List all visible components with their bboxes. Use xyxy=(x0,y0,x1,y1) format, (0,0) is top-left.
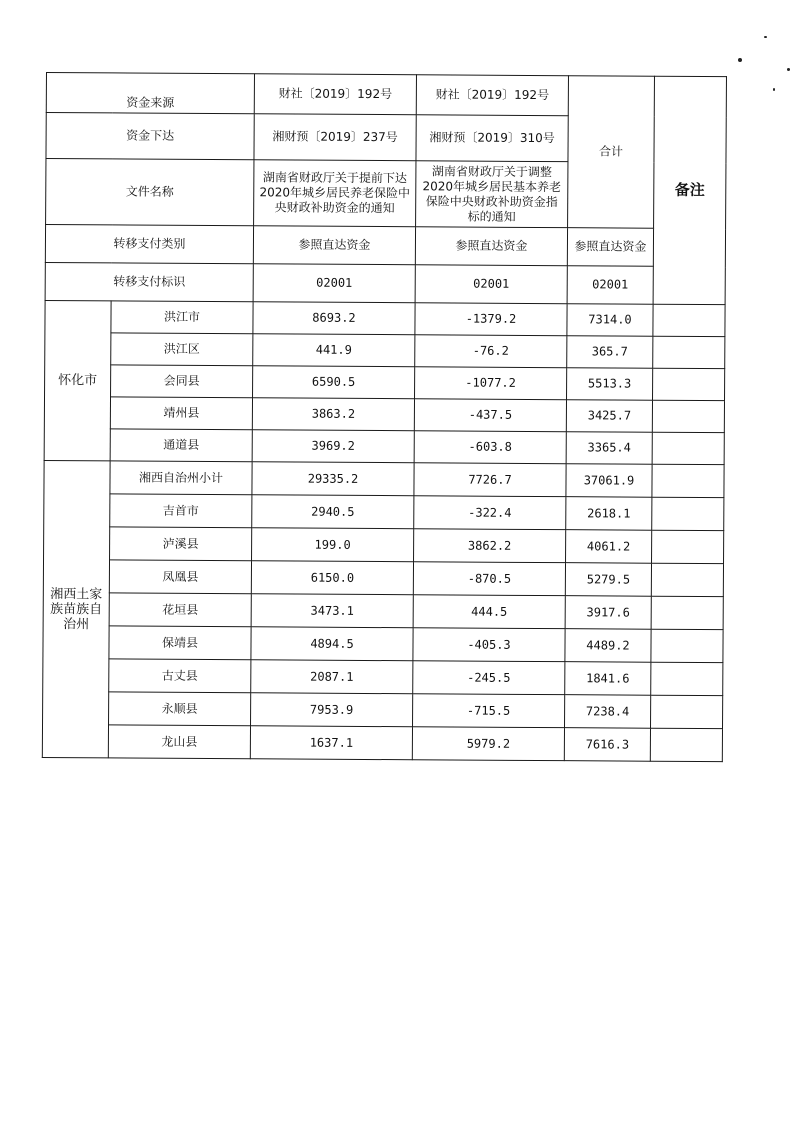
county-name: 湘西自治州小计 xyxy=(110,461,252,495)
table-row xyxy=(43,592,723,629)
total-value: 7314.0 xyxy=(567,304,653,337)
scan-speck xyxy=(787,68,790,71)
header-row-transfer-id xyxy=(45,262,725,304)
col1-value: 4894.5 xyxy=(251,627,413,661)
region-cell: 湘西土家族苗族自治州 xyxy=(42,460,110,757)
remark-cell xyxy=(651,596,723,629)
funds-table-sheet xyxy=(42,72,726,762)
table-row xyxy=(45,364,725,400)
transfer-type-label: 转移支付类别 xyxy=(45,225,253,264)
table-row xyxy=(43,625,723,662)
table-row xyxy=(45,300,725,336)
total-value: 7616.3 xyxy=(564,728,650,762)
col2-doc-title: 湖南省财政厅关于调整2020年城乡居民基本养老保险中央财政补助资金指标的通知 xyxy=(416,161,568,228)
county-name: 通道县 xyxy=(110,429,252,462)
col2-value: -76.2 xyxy=(415,335,567,368)
remark-cell xyxy=(653,336,725,368)
col1-value: 7953.9 xyxy=(251,693,413,727)
total-value: 4489.2 xyxy=(565,629,651,663)
scan-speck xyxy=(773,88,775,91)
county-name: 永顺县 xyxy=(109,692,251,726)
scan-speck xyxy=(738,58,742,62)
col2-value: 444.5 xyxy=(413,595,565,629)
remark-cell xyxy=(651,563,723,596)
header-row-source xyxy=(46,73,726,117)
issue-label: 资金下达 xyxy=(46,113,254,160)
col2-value: 7726.7 xyxy=(414,463,566,497)
total-value: 5279.5 xyxy=(565,563,651,597)
col2-value: -405.3 xyxy=(413,628,565,662)
col2-value: -1077.2 xyxy=(415,367,567,400)
total-transfer-type: 参照直达资金 xyxy=(567,228,653,267)
col1-doc-title: 湖南省财政厅关于提前下达2020年城乡居民养老保险中央财政补助资金的通知 xyxy=(254,160,416,227)
col2-value: -870.5 xyxy=(413,562,565,596)
col1-value: 8693.2 xyxy=(253,302,415,335)
col1-value: 6590.5 xyxy=(253,366,415,399)
total-value: 3425.7 xyxy=(566,400,652,433)
total-value: 3365.4 xyxy=(566,432,652,465)
county-name: 吉首市 xyxy=(110,494,252,528)
col1-source: 财社〔2019〕192号 xyxy=(254,74,416,115)
county-name: 花垣县 xyxy=(109,593,251,627)
county-name: 洪江区 xyxy=(111,333,253,366)
total-value: 2618.1 xyxy=(566,497,652,531)
col1-value: 3969.2 xyxy=(252,430,414,463)
col2-value: -715.5 xyxy=(413,694,565,728)
remarks-header: 备注 xyxy=(653,76,726,304)
remark-cell xyxy=(652,497,724,530)
col1-issue: 湘财预〔2019〕237号 xyxy=(254,114,416,161)
doc-name-label: 文件名称 xyxy=(46,159,254,226)
col1-value: 6150.0 xyxy=(251,561,413,595)
table-row xyxy=(44,460,724,497)
scan-speck xyxy=(764,36,767,38)
col2-value: -1379.2 xyxy=(415,303,567,336)
remark-cell xyxy=(651,695,723,728)
col1-value: 1637.1 xyxy=(250,726,412,760)
col2-source: 财社〔2019〕192号 xyxy=(416,75,568,116)
header-row-transfer-type xyxy=(45,225,725,267)
remark-cell xyxy=(652,432,724,464)
remark-cell xyxy=(652,464,724,497)
col1-transfer-id: 02001 xyxy=(253,264,415,303)
total-value: 1841.6 xyxy=(565,662,651,696)
col2-value: 5979.2 xyxy=(412,727,564,761)
table-row xyxy=(44,526,724,563)
col2-value: -437.5 xyxy=(414,399,566,432)
col1-value: 29335.2 xyxy=(252,462,414,496)
total-value: 37061.9 xyxy=(566,464,652,498)
county-name: 古丈县 xyxy=(109,659,251,693)
region-cell: 怀化市 xyxy=(44,300,111,460)
total-header: 合计 xyxy=(568,76,655,229)
col1-value: 3863.2 xyxy=(252,398,414,431)
table-row xyxy=(43,658,723,695)
table-row xyxy=(42,724,722,761)
col2-value: -322.4 xyxy=(414,496,566,530)
col2-value: -245.5 xyxy=(413,661,565,695)
col2-issue: 湘财预〔2019〕310号 xyxy=(416,115,568,162)
total-value: 4061.2 xyxy=(566,530,652,564)
remark-cell xyxy=(651,662,723,695)
col2-transfer-type: 参照直达资金 xyxy=(415,227,567,266)
total-transfer-id: 02001 xyxy=(567,266,653,305)
table-row xyxy=(43,691,723,728)
remark-cell xyxy=(650,728,722,761)
table-row xyxy=(43,559,723,596)
table-row xyxy=(44,493,724,530)
county-name: 洪江市 xyxy=(111,301,253,334)
col1-value: 2940.5 xyxy=(252,495,414,529)
transfer-id-label: 转移支付标识 xyxy=(45,262,253,301)
col1-value: 441.9 xyxy=(253,334,415,367)
col1-value: 199.0 xyxy=(252,528,414,562)
county-name: 会同县 xyxy=(111,365,253,398)
table-row xyxy=(44,396,724,432)
remark-cell xyxy=(653,368,725,400)
county-name: 保靖县 xyxy=(109,626,251,660)
table-row xyxy=(44,428,724,464)
col1-value: 2087.1 xyxy=(251,660,413,694)
remark-cell xyxy=(653,304,725,336)
table-row xyxy=(45,332,725,368)
col1-value: 3473.1 xyxy=(251,594,413,628)
col1-transfer-type: 参照直达资金 xyxy=(253,226,415,265)
remark-cell xyxy=(651,629,723,662)
total-value: 7238.4 xyxy=(565,695,651,729)
remark-cell xyxy=(652,400,724,432)
source-label: 资金来源 xyxy=(46,73,254,114)
col2-transfer-id: 02001 xyxy=(415,265,567,304)
remark-cell xyxy=(652,530,724,563)
col2-value: -603.8 xyxy=(414,431,566,464)
total-value: 365.7 xyxy=(567,336,653,369)
county-name: 泸溪县 xyxy=(110,527,252,561)
total-value: 5513.3 xyxy=(567,368,653,401)
county-name: 靖州县 xyxy=(110,397,252,430)
funds-allocation-table xyxy=(42,72,727,762)
total-value: 3917.6 xyxy=(565,596,651,630)
col2-value: 3862.2 xyxy=(414,529,566,563)
county-name: 龙山县 xyxy=(108,725,250,759)
county-name: 凤凰县 xyxy=(109,560,251,594)
